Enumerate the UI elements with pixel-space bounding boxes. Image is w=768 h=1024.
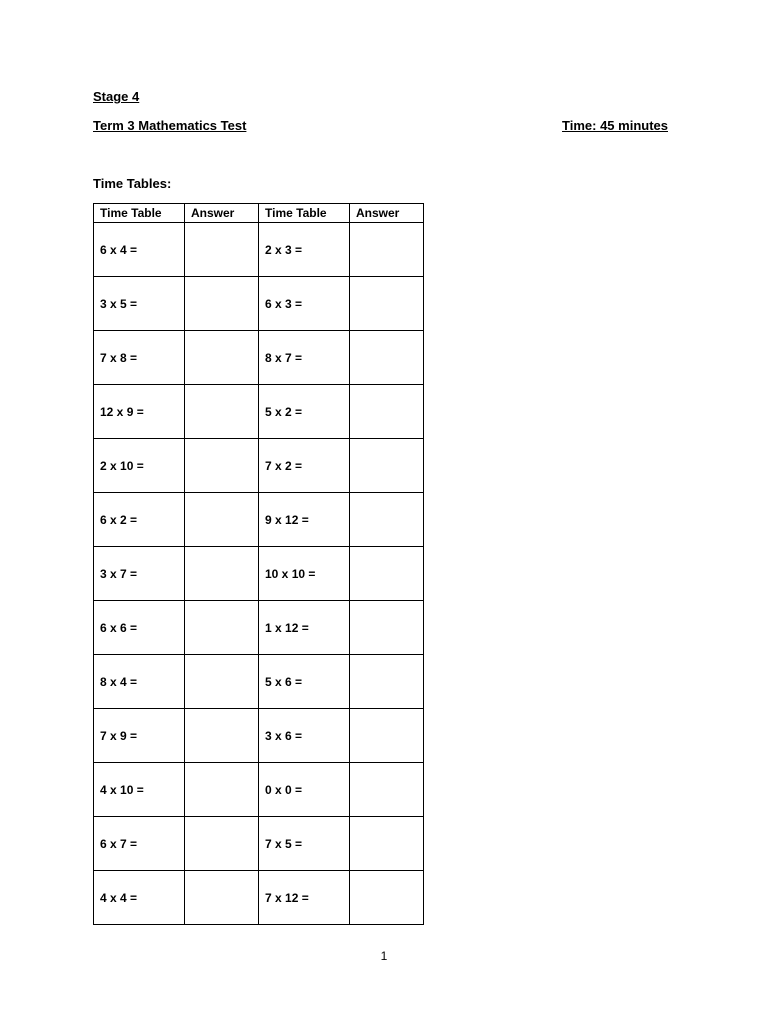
header-time-table-left: Time Table bbox=[94, 204, 185, 223]
table-row bbox=[94, 655, 424, 709]
answer-box-left[interactable] bbox=[185, 385, 259, 439]
question-left: 4 x 4 = bbox=[94, 871, 185, 925]
answer-box-right[interactable] bbox=[350, 709, 424, 763]
question-left: 7 x 8 = bbox=[94, 331, 185, 385]
question-left: 12 x 9 = bbox=[94, 385, 185, 439]
question-left: 6 x 4 = bbox=[94, 223, 185, 277]
question-right: 7 x 2 = bbox=[259, 439, 350, 493]
answer-box-right[interactable] bbox=[350, 493, 424, 547]
answer-box-left[interactable] bbox=[185, 493, 259, 547]
question-right: 8 x 7 = bbox=[259, 331, 350, 385]
answer-box-left[interactable] bbox=[185, 547, 259, 601]
question-right: 2 x 3 = bbox=[259, 223, 350, 277]
answer-box-right[interactable] bbox=[350, 817, 424, 871]
question-right: 7 x 5 = bbox=[259, 817, 350, 871]
table-row bbox=[94, 331, 424, 385]
times-table-grid bbox=[93, 203, 424, 925]
question-right: 5 x 6 = bbox=[259, 655, 350, 709]
question-left: 6 x 7 = bbox=[94, 817, 185, 871]
table-row bbox=[94, 763, 424, 817]
header-time-table-right: Time Table bbox=[259, 204, 350, 223]
table-row bbox=[94, 817, 424, 871]
page-number: 1 bbox=[380, 949, 388, 963]
answer-box-left[interactable] bbox=[185, 871, 259, 925]
answer-box-right[interactable] bbox=[350, 223, 424, 277]
answer-box-right[interactable] bbox=[350, 385, 424, 439]
answer-box-right[interactable] bbox=[350, 547, 424, 601]
answer-box-left[interactable] bbox=[185, 817, 259, 871]
question-right: 9 x 12 = bbox=[259, 493, 350, 547]
table-header-row bbox=[94, 204, 424, 223]
question-right: 3 x 6 = bbox=[259, 709, 350, 763]
answer-box-right[interactable] bbox=[350, 439, 424, 493]
table-row bbox=[94, 871, 424, 925]
time-limit: Time: 45 minutes bbox=[562, 118, 668, 133]
answer-box-right[interactable] bbox=[350, 331, 424, 385]
question-right: 10 x 10 = bbox=[259, 547, 350, 601]
answer-box-left[interactable] bbox=[185, 601, 259, 655]
question-left: 3 x 5 = bbox=[94, 277, 185, 331]
table-row bbox=[94, 601, 424, 655]
table-row bbox=[94, 439, 424, 493]
answer-box-right[interactable] bbox=[350, 277, 424, 331]
question-left: 6 x 2 = bbox=[94, 493, 185, 547]
question-left: 8 x 4 = bbox=[94, 655, 185, 709]
section-heading: Time Tables: bbox=[93, 176, 172, 191]
answer-box-right[interactable] bbox=[350, 871, 424, 925]
answer-box-left[interactable] bbox=[185, 439, 259, 493]
stage-label: Stage 4 bbox=[93, 89, 140, 104]
header-answer-left: Answer bbox=[185, 204, 259, 223]
question-right: 6 x 3 = bbox=[259, 277, 350, 331]
answer-box-right[interactable] bbox=[350, 763, 424, 817]
table-row bbox=[94, 709, 424, 763]
table-row bbox=[94, 223, 424, 277]
question-left: 3 x 7 = bbox=[94, 547, 185, 601]
question-right: 1 x 12 = bbox=[259, 601, 350, 655]
question-right: 7 x 12 = bbox=[259, 871, 350, 925]
answer-box-left[interactable] bbox=[185, 223, 259, 277]
answer-box-left[interactable] bbox=[185, 655, 259, 709]
table-body bbox=[94, 223, 424, 925]
question-left: 2 x 10 = bbox=[94, 439, 185, 493]
question-left: 6 x 6 = bbox=[94, 601, 185, 655]
table-row bbox=[94, 547, 424, 601]
answer-box-left[interactable] bbox=[185, 709, 259, 763]
answer-box-right[interactable] bbox=[350, 601, 424, 655]
table-row bbox=[94, 493, 424, 547]
table-row bbox=[94, 385, 424, 439]
answer-box-left[interactable] bbox=[185, 763, 259, 817]
answer-box-right[interactable] bbox=[350, 655, 424, 709]
question-left: 4 x 10 = bbox=[94, 763, 185, 817]
answer-box-left[interactable] bbox=[185, 277, 259, 331]
question-right: 5 x 2 = bbox=[259, 385, 350, 439]
question-left: 7 x 9 = bbox=[94, 709, 185, 763]
table-row bbox=[94, 277, 424, 331]
question-right: 0 x 0 = bbox=[259, 763, 350, 817]
answer-box-left[interactable] bbox=[185, 331, 259, 385]
test-title: Term 3 Mathematics Test bbox=[93, 118, 247, 133]
header-answer-right: Answer bbox=[350, 204, 424, 223]
